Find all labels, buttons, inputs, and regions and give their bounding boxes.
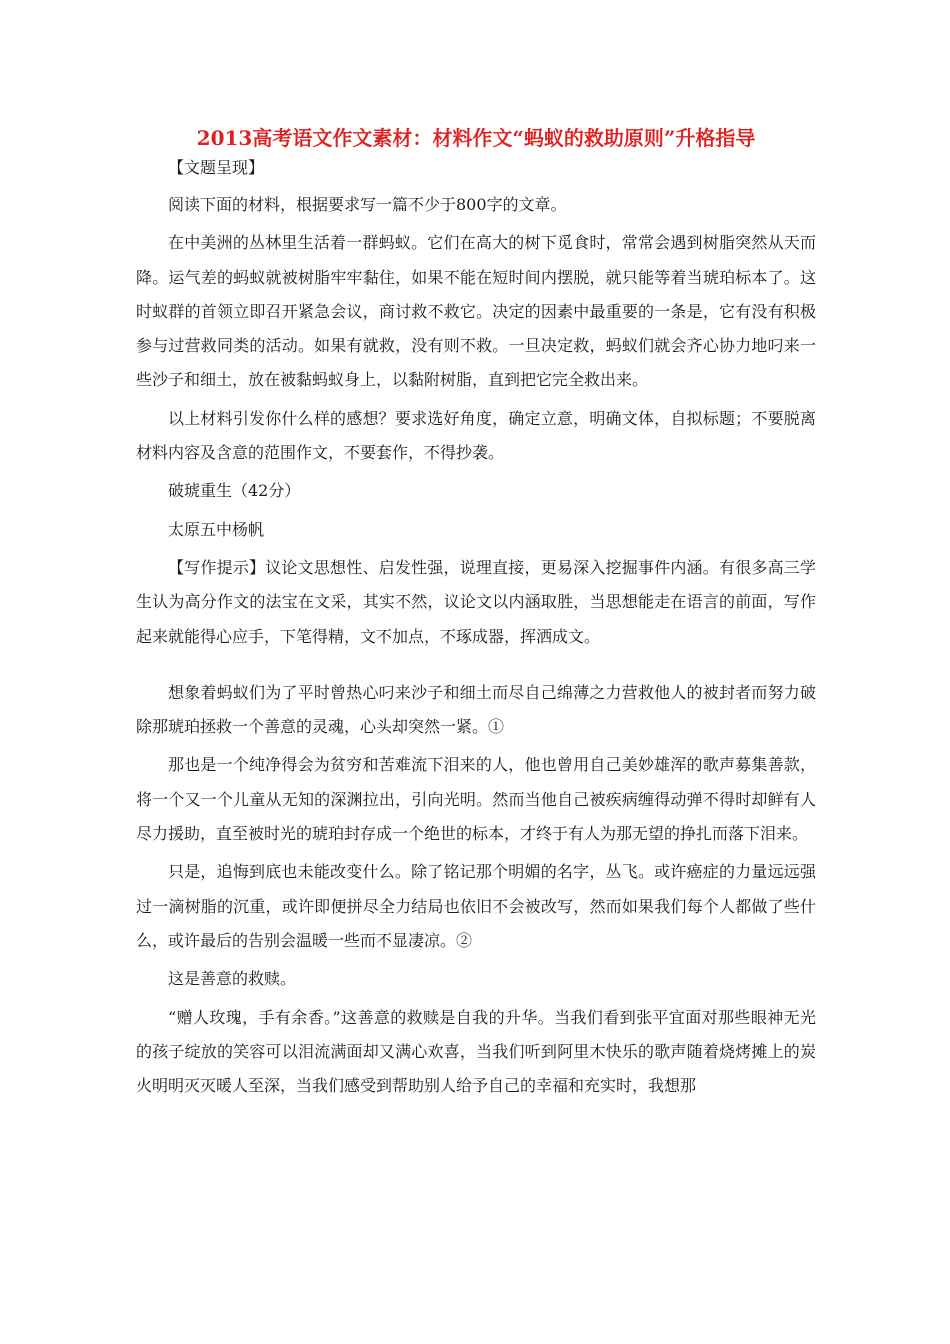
paragraph-writing-tip: 【写作提示】议论文思想性、启发性强，说理直接，更易深入挖掘事件内涵。有很多高三学生认为高分作文的法宝在文采，其实不然，议论文以内涵取胜，当思想能走在语言的前面，写作起来就能得心应手，下笔得精，文不加点，不琢成器，挥洒成文。 xyxy=(136,557,816,646)
essay-paragraph-3: 只是，追悔到底也未能改变什么。除了铭记那个明媚的名字，丛飞。或许癌症的力量远远强过一滴树脂的沉重，或许即便拼尽全力结局也依旧不会被改写，然而如果我们每个人都做了些什么，或许最后的告别会温暖一些而不显凄凉。② xyxy=(136,862,816,950)
essay-paragraph-1: 想象着蚂蚁们为了平时曾热心叼来沙子和细土而尽自己绵薄之力营救他人的被封者而努力破除那琥珀拯救一个善意的灵魂，心头却突然一紧。① xyxy=(136,682,816,737)
essay-author: 太原五中杨帆 xyxy=(168,519,265,539)
essay-paragraph-4: 这是善意的救赎。 xyxy=(168,969,297,989)
section-heading-prompt: 【文题呈现】 xyxy=(168,158,265,177)
essay-title: 破琥重生（42分） xyxy=(168,481,301,501)
essay-paragraph-2: 那也是一个纯净得会为贫穷和苦难流下泪来的人，他也曾用自己美妙雄浑的歌声募集善款，将一个又一个儿童从无知的深渊拉出，引向光明。然而当他自己被疾病缠得动弹不得时却鲜有人尽力援助，直至被时光的琥珀封存成一个绝世的标本，才终于有人为那无望的挣扎而落下泪来。 xyxy=(136,755,816,844)
document-page xyxy=(136,122,816,1103)
paragraph-requirements: 以上材料引发你什么样的感想？要求选好角度，确定立意，明确文体，自拟标题；不要脱离材料内容及含意的范围作文，不要套作，不得抄袭。 xyxy=(136,408,816,463)
paragraph-material: 在中美洲的丛林里生活着一群蚂蚁。它们在高大的树下觅食时，常常会遇到树脂突然从天而降。运气差的蚂蚁就被树脂牢牢黏住，如果不能在短时间内摆脱，就只能等着当琥珀标本了。这时蚁群的首领立即召开紧急会议，商讨救不救它。决定的因素中最重要的一条是，它有没有积极参与过营救同类的活动。如果有就救，没有则不救。一旦决定救，蚂蚁们就会齐心协力地叼来一些沙子和细土，放在被黏蚂蚁身上，以黏附树脂，直到把它完全救出来。 xyxy=(136,233,816,390)
paragraph-instruction: 阅读下面的材料，根据要求写一篇不少于800字的文章。 xyxy=(168,195,567,214)
document-title: 2013高考语文作文素材：材料作文“蚂蚁的救助原则”升格指导 xyxy=(196,126,756,150)
essay-paragraph-5: “赠人玫瑰，手有余香。”这善意的救赎是自我的升华。当我们看到张平宜面对那些眼神无光的孩子绽放的笑容可以泪流满面却又满心欢喜，当我们听到阿里木快乐的歌声随着烧烤摊上的炭火明明灭灭暖人至深，当我们感受到帮助别人给予自己的幸福和充实时，我想那 xyxy=(136,1007,816,1096)
